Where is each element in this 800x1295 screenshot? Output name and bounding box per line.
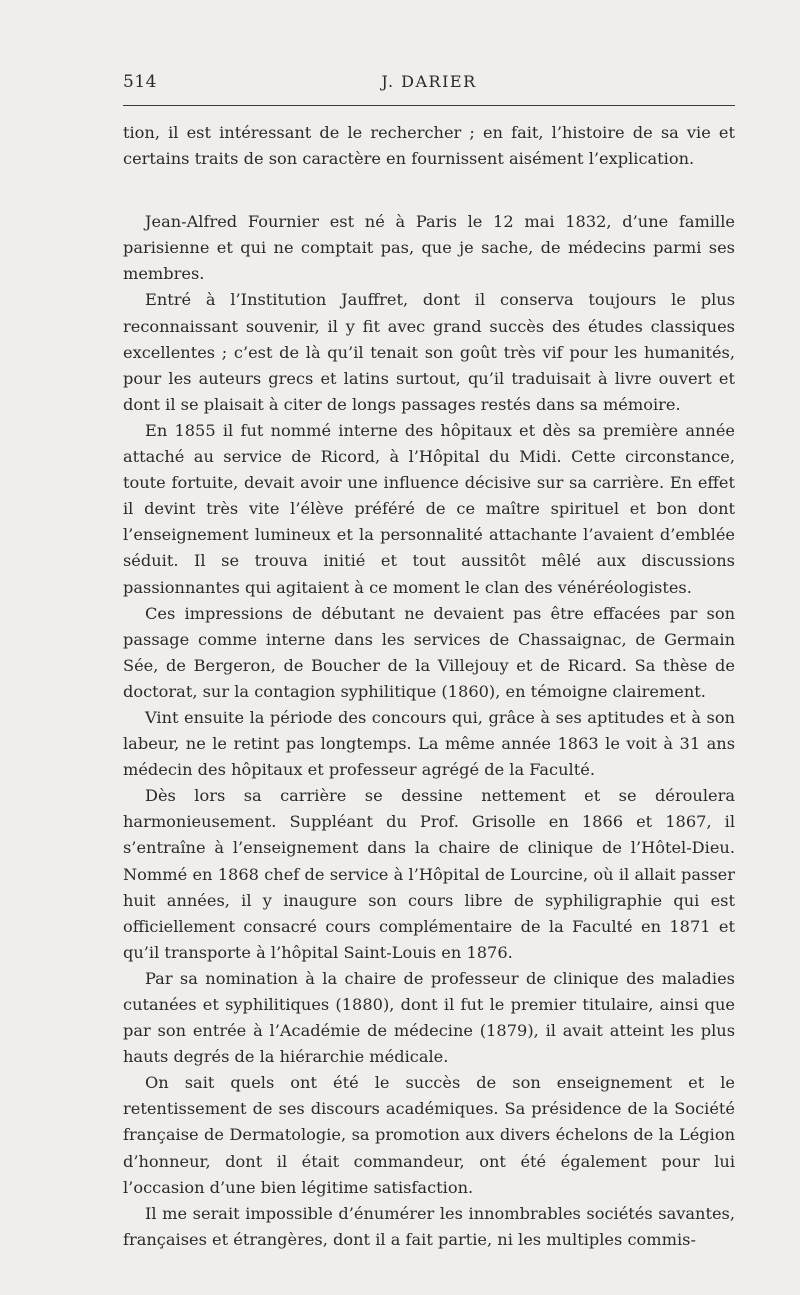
body-text bbox=[123, 120, 735, 1253]
running-head: J. DARIER bbox=[381, 72, 477, 91]
paragraph: Entré à l’Institution Jauffret, dont il conserva toujours le plus reconnaissant souvenir, il y fit avec grand succès des études classiques excellentes ; c’est de là qu’il tenait son goût très vif pour les humanités, pour les auteurs grecs et latins surtout, qu’il traduisait à livre ouvert et dont il se plaisait à citer de longs passages restés dans sa mémoire. bbox=[123, 290, 735, 414]
paragraph: En 1855 il fut nommé interne des hôpitaux et dès sa première année attaché au service de Ricord, à l’Hôpital du Midi. Cette circonstance, toute fortuite, devait avoir une influence décisive sur sa carrière. En effet il devint très vite l’élève préféré de ce maître spirituel et bon dont l’enseignement lumineux et la personnalité attachante l’avaient d’emblée séduit. Il se trouva initié et tout aussitôt mêlé aux discussions passionnantes qui agitaient à ce moment le clan des vénéréologistes. bbox=[123, 420, 735, 597]
paragraph: Il me serait impossible d’énumérer les innombrables sociétés savantes, françaises et étrangères, dont il a fait partie, ni les multiples commis- bbox=[123, 1203, 735, 1249]
paragraph: Jean-Alfred Fournier est né à Paris le 12 mai 1832, d’une famille parisienne et qui ne comptait pas, que je sache, de médecins parmi ses membres. bbox=[123, 212, 735, 284]
paragraph-continuation: tion, il est intéressant de le rechercher ; en fait, l’histoire de sa vie et certains traits de son caractère en fournissent aisément l’explication. bbox=[123, 123, 735, 169]
paragraph: Par sa nomination à la chaire de professeur de clinique des maladies cutanées et syphilitiques (1880), dont il fut le premier titulaire, ainsi que par son entrée à l’Académie de médecine (1879), il avait atteint les plus hauts degrés de la hiérarchie médicale. bbox=[123, 968, 735, 1067]
page-header bbox=[123, 72, 735, 96]
header-rule bbox=[123, 105, 735, 106]
page-number: 514 bbox=[123, 72, 157, 92]
paragraph: Ces impressions de débutant ne devaient pas être effacées par son passage comme interne dans les services de Chassaignac, de Germain Sée, de Bergeron, de Boucher de la Villejouy et de Ricard. Sa thèse de doctorat, sur la contagion syphilitique (1860), en témoigne clairement. bbox=[123, 603, 735, 701]
paragraph: On sait quels ont été le succès de son enseignement et le retentissement de ses discours académiques. Sa présidence de la Société française de Dermatologie, sa promotion aux divers échelons de la Légion d’honneur, dont il était commandeur, ont été également pour lui l’occasion d’une bien légitime satisfaction. bbox=[123, 1073, 735, 1197]
paragraph: Vint ensuite la période des concours qui, grâce à ses aptitudes et à son labeur, ne le retint pas longtemps. La même année 1863 le voit à 31 ans médecin des hôpitaux et professeur agrégé de la Faculté. bbox=[123, 707, 735, 780]
paragraph: Dès lors sa carrière se dessine nettement et se déroulera harmonieusement. Suppléant du Prof. Grisolle en 1866 et 1867, il s’entraîne à l’enseignement dans la chaire de clinique de l’Hôtel-Dieu. Nommé en 1868 chef de service à l’Hôpital de Lourcine, où il allait passer huit années, il y inaugure son cours libre de syphiligraphie qui est officiellement consacré cours complémentaire de la Faculté en 1871 et qu’il transporte à l’hôpital Saint-Louis en 1876. bbox=[123, 786, 735, 962]
